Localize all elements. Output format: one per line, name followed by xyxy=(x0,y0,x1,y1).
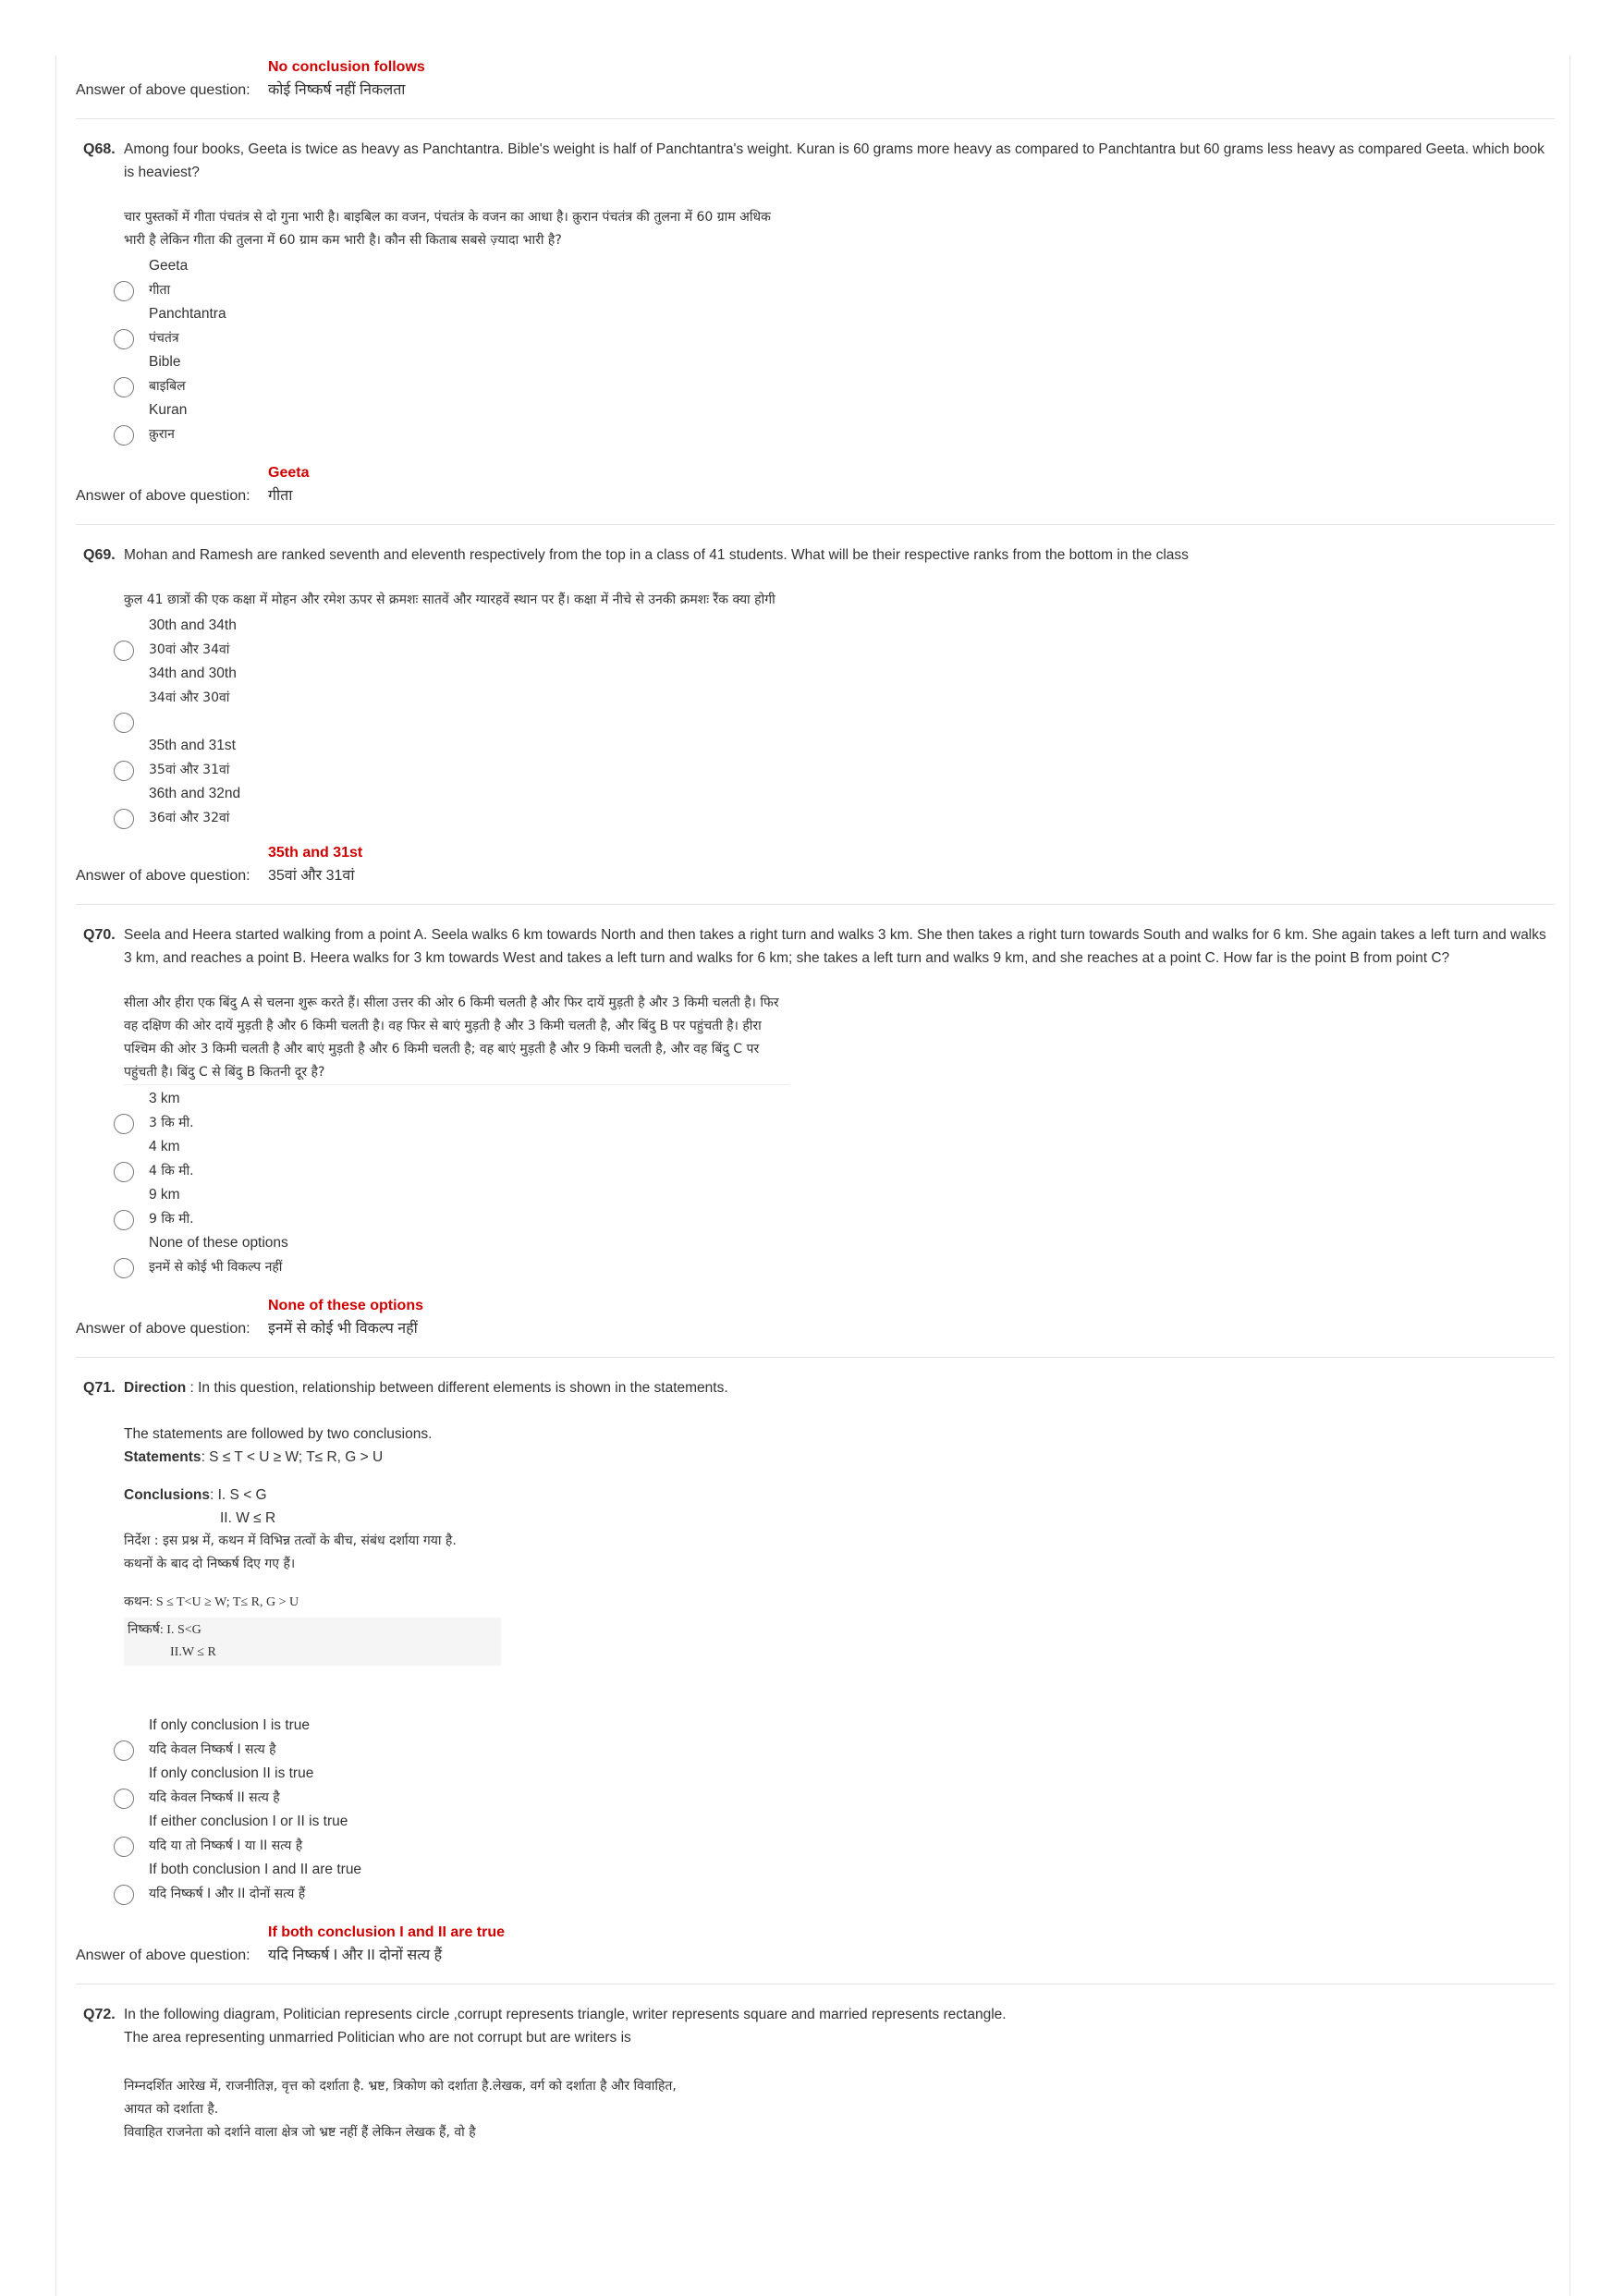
option-label-en: 9 km xyxy=(149,1187,180,1203)
question-71 xyxy=(76,1376,1555,1906)
option-label-en: If both conclusion I and II are true xyxy=(149,1862,362,1877)
radio-button[interactable] xyxy=(114,761,134,781)
direction-text: : In this question, relationship between different elements is shown in the statements. xyxy=(186,1380,728,1396)
question-text-hi: चार पुस्तकों में गीता पंचतंत्र से दो गुना भारी है। बाइबिल का वजन, पंचतंत्र के वजन का आधा है। क़ुरान पंचतंत्र की तुलना में 60 ग्राम अधिक भारी है लेकिन गीता की तुलना में 60 ग्राम कम भारी है। कौन सी किताब सबसे ज़्यादा भारी है? xyxy=(124,210,771,248)
option-label-hi: 30वां और 34वां xyxy=(149,642,230,657)
option-label-en: 36th and 32nd xyxy=(149,786,241,801)
statements-label: Statements xyxy=(124,1449,201,1465)
option-3[interactable] xyxy=(124,734,1555,782)
question-text-en: Seela and Heera started walking from a point A. Seela walks 6 km towards North and then takes a right turn and walks 3 km. She then takes a right turn towards South and walks for 6 km. She again takes a left turn and walks 3 km, and reaches a point B. Heera walks for 3 km towards West and takes a left turn and walks for 6 km; she takes a left turn and walks 9 km, and she reaches at a point C. How far is the point B from point C? xyxy=(124,927,1546,966)
correct-answer-en: No conclusion follows xyxy=(268,59,425,75)
option-label-en: If only conclusion I is true xyxy=(149,1717,311,1733)
answer-block-69 xyxy=(76,841,1555,905)
option-label-en: 30th and 34th xyxy=(149,617,237,633)
answer-label: Answer of above question: xyxy=(76,1948,250,1963)
option-3[interactable] xyxy=(124,1183,1555,1231)
option-label-en: Panchtantra xyxy=(149,306,226,322)
question-text-en: Mohan and Ramesh are ranked seventh and eleventh respectively from the top in a class of 41 students. What will be their respective ranks from the bottom in the class xyxy=(124,547,1189,563)
radio-button[interactable] xyxy=(114,281,134,301)
option-label-en: Kuran xyxy=(149,402,188,418)
answer-block-68 xyxy=(76,461,1555,525)
option-label-en: Geeta xyxy=(149,258,189,274)
option-label-hi: 4 कि मी. xyxy=(149,1164,194,1179)
question-text-hi-1: निम्नदर्शित आरेख में, राजनीतिज्ञ, वृत्त को दर्शाता है. भ्रष्ट, त्रिकोण को दर्शाता है.लेखक, वर्ग को दर्शाता है और विवाहित, xyxy=(124,2079,677,2094)
answer-label: Answer of above question: xyxy=(76,1321,250,1337)
option-label-hi: 34वां और 30वां xyxy=(149,690,230,705)
option-1[interactable] xyxy=(124,614,1555,662)
option-label-en: Bible xyxy=(149,354,181,370)
conclusion-2-hi: II.W ≤ R xyxy=(170,1645,216,1659)
option-2[interactable] xyxy=(124,662,1555,734)
statements-intro: The statements are followed by two conclusions. xyxy=(124,1426,433,1442)
option-label-hi: 9 कि मी. xyxy=(149,1212,194,1227)
option-label-hi: इनमें से कोई भी विकल्प नहीं xyxy=(149,1260,283,1275)
answer-block-71 xyxy=(76,1921,1555,1985)
conclusion-1-hi: निष्कर्ष: I. S<G xyxy=(128,1623,201,1637)
option-2[interactable] xyxy=(124,302,1555,350)
option-label-hi: यदि या तो निष्कर्ष I या II सत्य है xyxy=(149,1838,303,1853)
option-4[interactable] xyxy=(124,1858,1555,1906)
radio-button[interactable] xyxy=(114,713,134,733)
question-content xyxy=(76,55,1555,2144)
options-list xyxy=(124,614,1555,830)
answer-block-70 xyxy=(76,1294,1555,1358)
option-label-hi: 36वां और 32वां xyxy=(149,811,230,825)
option-label-hi: पंचतंत्र xyxy=(149,331,179,346)
correct-answer-en: 35th and 31st xyxy=(268,845,363,861)
radio-button[interactable] xyxy=(114,809,134,829)
radio-button[interactable] xyxy=(114,1789,134,1809)
option-2[interactable] xyxy=(124,1762,1555,1810)
option-1[interactable] xyxy=(124,1714,1555,1762)
conclusions-hi-box xyxy=(124,1618,501,1666)
direction-hi: निर्देश : इस प्रश्न में, कथन में विभिन्न तत्वों के बीच, संबंध दर्शाया गया है. xyxy=(124,1533,457,1548)
radio-button[interactable] xyxy=(114,329,134,349)
correct-answer-hi: यदि निष्कर्ष I और II दोनों सत्य हैं xyxy=(268,1948,443,1963)
radio-button[interactable] xyxy=(114,641,134,661)
question-direction xyxy=(124,1376,1555,1399)
question-72 xyxy=(76,2003,1555,2144)
option-label-hi: यदि केवल निष्कर्ष I सत्य है xyxy=(149,1742,276,1757)
answer-label: Answer of above question: xyxy=(76,868,250,884)
question-text-en: Among four books, Geeta is twice as heavy as Panchtantra. Bible's weight is half of Panchtantra's weight. Kuran is 60 grams more heavy as compared to Panchtantra but 60 grams less heavy as compared Geeta. which book is heaviest? xyxy=(124,141,1545,180)
question-70 xyxy=(76,923,1555,1279)
correct-answer-hi: इनमें से कोई भी विकल्प नहीं xyxy=(268,1321,418,1337)
question-text-hi: कुल 41 छात्रों की एक कक्षा में मोहन और रमेश ऊपर से क्रमशः सातवें और ग्यारहवें स्थान पर हैं। कक्षा में नीचे से उनकी क्रमशः रैंक क्या होगी xyxy=(124,592,775,607)
question-number: Q71. xyxy=(83,1380,116,1396)
option-label-en: 3 km xyxy=(149,1091,180,1106)
answer-label: Answer of above question: xyxy=(76,488,250,504)
question-text-en-2: The area representing unmarried Politician who are not corrupt but are writers is xyxy=(124,2030,631,2046)
radio-button[interactable] xyxy=(114,1740,134,1761)
option-label-en: 35th and 31st xyxy=(149,738,236,753)
answer-label: Answer of above question: xyxy=(76,82,250,98)
option-4[interactable] xyxy=(124,782,1555,830)
question-number: Q70. xyxy=(83,927,116,943)
page-border-right xyxy=(1569,55,1570,2296)
options-list xyxy=(124,254,1555,446)
conclusions-label: Conclusions xyxy=(124,1487,211,1503)
option-label-en: If either conclusion I or II is true xyxy=(149,1814,348,1829)
question-number: Q68. xyxy=(83,141,116,157)
option-1[interactable] xyxy=(124,1087,1555,1135)
direction-label: Direction xyxy=(124,1380,187,1396)
option-label-hi: बाइबिल xyxy=(149,379,186,394)
option-1[interactable] xyxy=(124,254,1555,302)
option-2[interactable] xyxy=(124,1135,1555,1183)
statements-text: : S ≤ T < U ≥ W; T≤ R, G > U xyxy=(201,1449,384,1465)
radio-button[interactable] xyxy=(114,425,134,446)
question-69 xyxy=(76,543,1555,830)
option-label-en: 4 km xyxy=(149,1139,180,1154)
correct-answer-hi: 35वां और 31वां xyxy=(268,868,355,884)
question-text-hi: सीला और हीरा एक बिंदु A से चलना शुरू करते हैं। सीला उत्तर की ओर 6 किमी चलती है और फिर दायें मुड़ती है और 3 किमी चलती है। फिर वह दक्षिण की ओर दायें मुड़ती है और 6 किमी चलती है। वह फिर से बाएं मुड़ती है और 3 किमी चलती है, और बिंदु B पर पहुंचती है। हीरा पश्चिम की ओर 3 किमी चलती है और बाएं मुड़ती है और 6 किमी चलती है; वह बाएं मुड़ती है और 9 किमी चलती है, और वह बिंदु C पर पहुंचती है। बिंदु C से बिंदु B कितनी दूर है? xyxy=(124,992,789,1085)
option-label-en: 34th and 30th xyxy=(149,666,237,681)
options-list xyxy=(124,1714,1555,1906)
option-label-hi: क़ुरान xyxy=(149,427,175,442)
option-3[interactable] xyxy=(124,350,1555,398)
correct-answer-hi: कोई निष्कर्ष नहीं निकलता xyxy=(268,82,406,98)
question-text-hi-3: विवाहित राजनेता को दर्शाने वाला क्षेत्र जो भ्रष्ट नहीं हैं लेकिन लेखक हैं, वो है xyxy=(124,2125,476,2140)
option-label-en: None of these options xyxy=(149,1235,288,1251)
correct-answer-en: Geeta xyxy=(268,465,310,481)
correct-answer-en: If both conclusion I and II are true xyxy=(268,1924,506,1940)
option-label-hi: यदि केवल निष्कर्ष II सत्य है xyxy=(149,1790,280,1805)
page-border-left xyxy=(55,55,56,2296)
option-label-hi: 35वां और 31वां xyxy=(149,763,230,777)
options-list xyxy=(124,1087,1555,1279)
conclusions-line xyxy=(124,1484,1555,1507)
conclusion-2: II. W ≤ R xyxy=(220,1510,276,1526)
radio-button[interactable] xyxy=(114,1837,134,1857)
question-text-hi-2: आयत को दर्शाता है. xyxy=(124,2102,219,2117)
question-number: Q69. xyxy=(83,547,116,563)
radio-button[interactable] xyxy=(114,377,134,397)
statements-hi: कथन: S ≤ T<U ≥ W; T≤ R, G > U xyxy=(124,1595,299,1609)
option-label-hi: 3 कि मी. xyxy=(149,1116,194,1130)
conclusion-1: : I. S < G xyxy=(210,1487,267,1503)
option-4[interactable] xyxy=(124,1231,1555,1279)
option-4[interactable] xyxy=(124,398,1555,446)
radio-button[interactable] xyxy=(114,1885,134,1905)
correct-answer-en: None of these options xyxy=(268,1298,423,1313)
option-3[interactable] xyxy=(124,1810,1555,1858)
option-label-hi: यदि निष्कर्ष I और II दोनों सत्य हैं xyxy=(149,1887,306,1901)
option-label-en: If only conclusion II is true xyxy=(149,1765,314,1781)
option-label-hi: गीता xyxy=(149,283,171,298)
radio-button[interactable] xyxy=(114,1114,134,1134)
statements-line xyxy=(124,1446,1555,1469)
prev-answer-block xyxy=(76,55,1555,119)
question-number: Q72. xyxy=(83,2007,116,2022)
radio-button[interactable] xyxy=(114,1258,134,1278)
radio-button[interactable] xyxy=(114,1210,134,1230)
radio-button[interactable] xyxy=(114,1162,134,1182)
question-68 xyxy=(76,138,1555,446)
correct-answer-hi: गीता xyxy=(268,488,293,504)
question-text-en: In the following diagram, Politician represents circle ,corrupt represents triangle, writer represents square and married represents rectangle. xyxy=(124,2007,1007,2022)
followed-hi: कथनों के बाद दो निष्कर्ष दिए गए हैं। xyxy=(124,1557,296,1571)
